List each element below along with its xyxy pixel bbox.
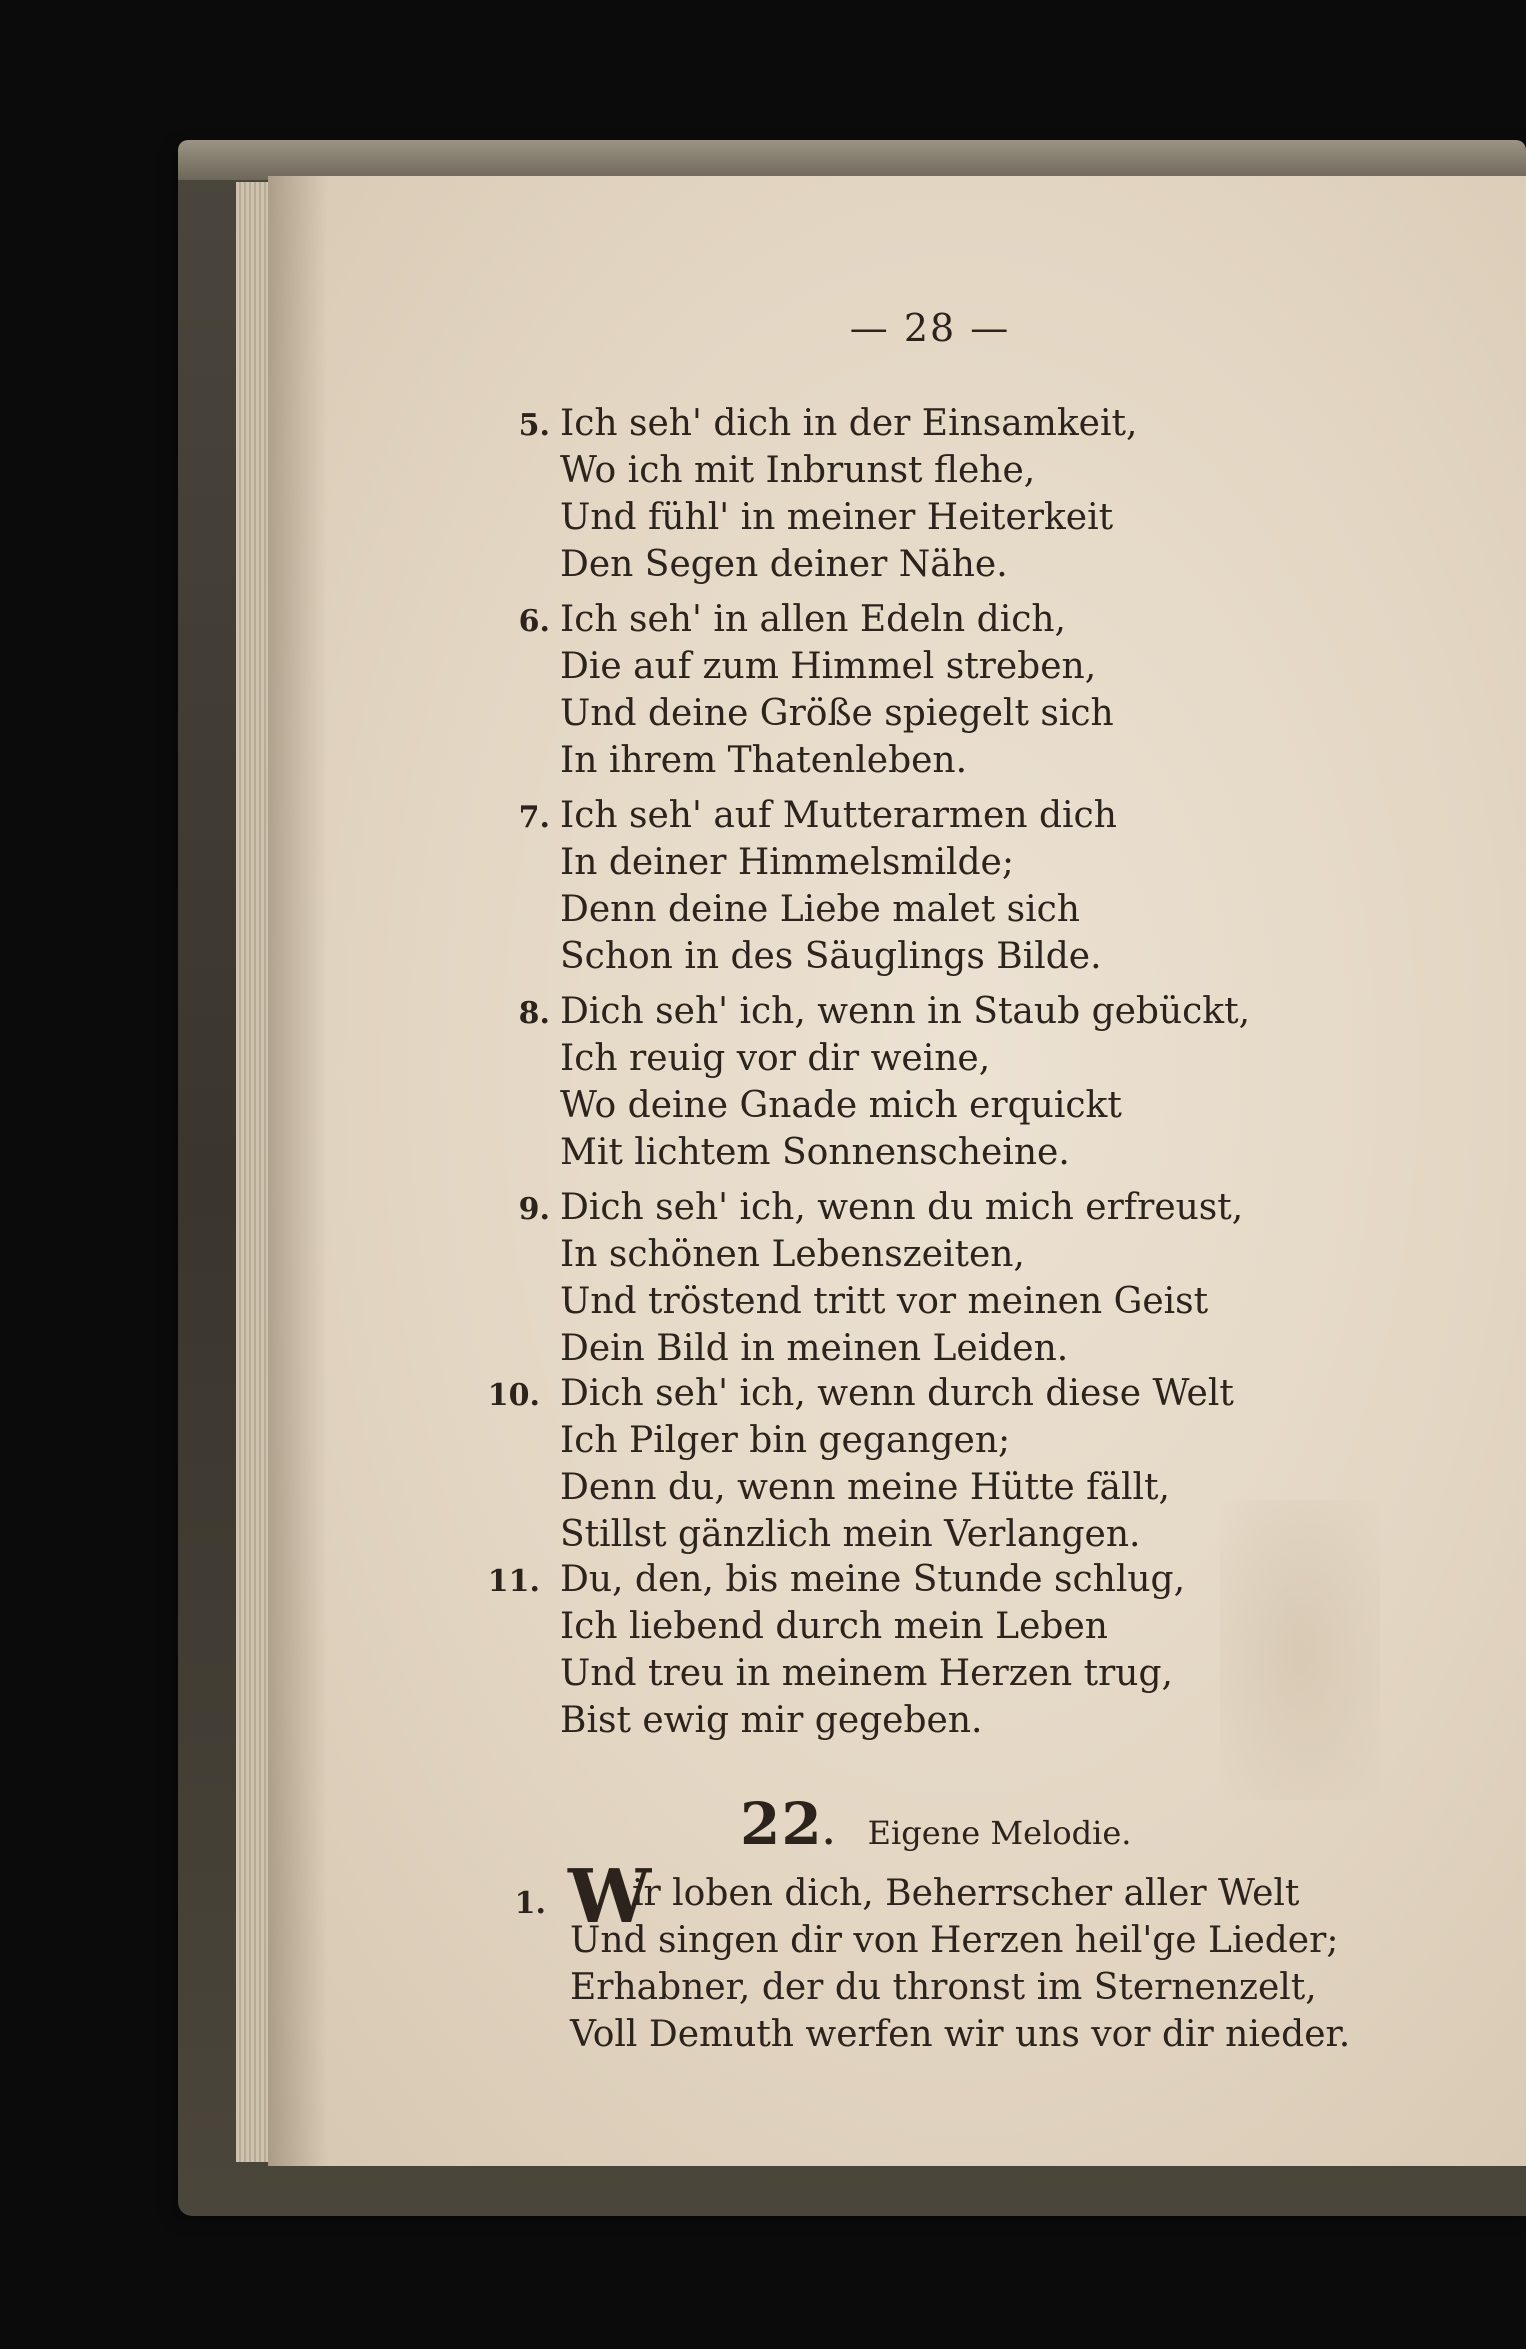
verse-line: Dich seh' ich, wenn durch diese Welt [560, 1373, 1234, 1414]
verse-line: Und treu in meinem Herzen trug, [560, 1653, 1173, 1694]
verse-line: Und tröstend tritt vor meinen Geist [560, 1281, 1209, 1322]
verse-line: Dich seh' ich, wenn du mich erfreust, [560, 1187, 1244, 1228]
verse-line: Dein Bild in meinen Leiden. [560, 1328, 1069, 1369]
verse-line: Schon in des Säuglings Bilde. [560, 936, 1102, 977]
verse-line: Dich seh' ich, wenn in Staub gebückt, [560, 991, 1251, 1032]
verse-line: Und deine Größe spiegelt sich [560, 693, 1114, 734]
verse-line: ir loben dich, Beherrscher aller Welt [632, 1873, 1300, 1914]
verse-line: Denn du, wenn meine Hütte fällt, [560, 1467, 1170, 1508]
verse-line: Ich seh' in allen Edeln dich, [560, 599, 1067, 640]
verse-line: In ihrem Thatenleben. [560, 740, 968, 781]
verse-line: Ich Pilger bin gegangen; [560, 1420, 1011, 1461]
stanza-number: 1. [514, 1886, 546, 1921]
hymn-melody: Eigene Melodie. [867, 1814, 1132, 1852]
page-number: — 28 — [849, 306, 1011, 350]
verse-line: Ich seh' auf Mutterarmen dich [560, 795, 1117, 836]
verse-line: Denn deine Liebe malet sich [560, 889, 1080, 930]
hymn-number: 22 [740, 1790, 823, 1858]
stanza-6 [518, 596, 1320, 784]
verse-line: Stillst gänzlich mein Verlangen. [560, 1514, 1141, 1555]
verse-line: Und fühl' in meiner Heiterkeit [560, 497, 1114, 538]
verse-line: Die auf zum Himmel streben, [560, 646, 1097, 687]
stanza-9 [518, 1184, 1320, 1372]
stanza-5 [518, 400, 1320, 588]
verse-line: Ich reuig vor dir weine, [560, 1038, 991, 1079]
stanza-7 [518, 792, 1320, 980]
verse-line: In deiner Himmelsmilde; [560, 842, 1014, 883]
verse-line: Den Segen deiner Nähe. [560, 544, 1008, 585]
stanza-number: 5. [518, 408, 550, 443]
verse-line: Wo ich mit Inbrunst flehe, [560, 450, 1036, 491]
stanza-10 [487, 1370, 1320, 1558]
verse-line: Und singen dir von Herzen heil'ge Lieder; [570, 1920, 1339, 1961]
stanza-number: 11. [487, 1564, 540, 1599]
hymn-stanza-1 [570, 1917, 1351, 2058]
verse-line: Ich seh' dich in der Einsamkeit, [560, 403, 1138, 444]
book-cover-top-edge [178, 140, 1526, 180]
stanza-number: 9. [518, 1192, 550, 1227]
stanza-number: 6. [518, 604, 550, 639]
drop-cap: W [568, 1854, 652, 1940]
hymn-first-line [632, 1870, 1332, 1917]
stanza-8 [518, 988, 1320, 1176]
verse-line: Wo deine Gnade mich erquickt [560, 1085, 1122, 1126]
stanza-number: 7. [518, 800, 550, 835]
verse-line: Voll Demuth werfen wir uns vor dir nieder. [570, 2014, 1351, 2055]
hymn-heading [740, 1790, 1131, 1858]
verse-line: Bist ewig mir gegeben. [560, 1700, 983, 1741]
stanza-11 [487, 1556, 1320, 1744]
verse-line: In schönen Lebenszeiten, [560, 1234, 1025, 1275]
spine-shadow [268, 176, 328, 2166]
stanza-number: 10. [487, 1378, 540, 1413]
stanza-number: 8. [518, 996, 550, 1031]
verse-line: Mit lichtem Sonnenscheine. [560, 1132, 1070, 1173]
verse-line: Erhabner, der du thronst im Sternenzelt, [570, 1967, 1317, 2008]
hymn-number-dot: . [822, 1813, 835, 1853]
verse-line: Du, den, bis meine Stunde schlug, [560, 1559, 1186, 1600]
verse-line: Ich liebend durch mein Leben [560, 1606, 1108, 1647]
